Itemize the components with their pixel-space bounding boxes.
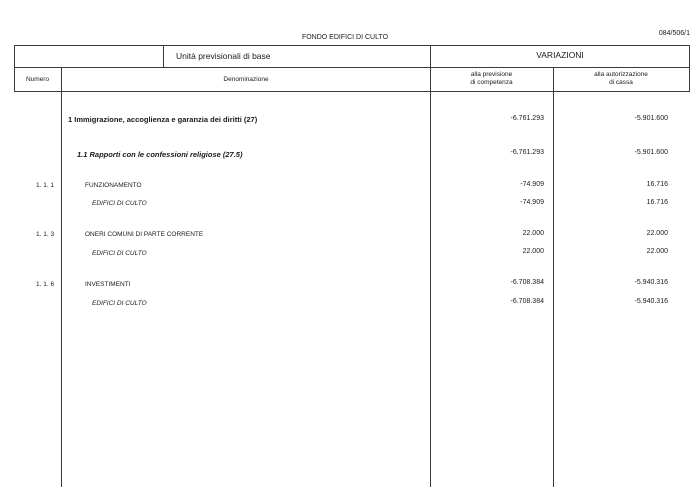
- row-competenza: -6.708.384: [510, 279, 544, 286]
- row-cassa: -5.940.316: [634, 298, 668, 305]
- row-cassa: 22.000: [646, 230, 668, 237]
- row-label: EDIFICI DI CULTO: [92, 200, 147, 207]
- row-cassa: -5.940.316: [634, 279, 668, 286]
- numero-header: Numero: [25, 76, 50, 83]
- row-competenza: 22.000: [522, 230, 544, 237]
- row-cassa: 16.716: [646, 199, 668, 206]
- row-cassa: 22.000: [646, 248, 668, 255]
- row-label: 1 Immigrazione, accoglienza e garanzia dei diritti (27): [68, 115, 258, 124]
- row-competenza: -74.909: [520, 199, 544, 206]
- row-competenza: 22.000: [522, 248, 544, 255]
- row-competenza: -6.761.293: [510, 115, 544, 122]
- row-numero: 1. 1. 1: [36, 182, 55, 189]
- header-divider: [14, 67, 690, 68]
- table-top-border: [14, 45, 690, 46]
- header-bottom-border: [14, 91, 690, 92]
- row-competenza: -74.909: [520, 181, 544, 188]
- row-label: INVESTIMENTI: [85, 281, 131, 288]
- competenza-header-line2: di competenza: [470, 79, 513, 86]
- row-competenza: -6.761.293: [510, 149, 544, 156]
- variazioni-column-divider: [430, 45, 431, 487]
- competenza-header-line1: alla previsione: [470, 71, 513, 78]
- row-label: EDIFICI DI CULTO: [92, 250, 147, 257]
- row-label: EDIFICI DI CULTO: [92, 300, 147, 307]
- denominazione-header: Denominazione: [223, 76, 269, 83]
- row-numero: 1. 1. 6: [36, 281, 55, 288]
- unita-header: Unità previsionali di base: [176, 51, 271, 61]
- variazioni-header: VARIAZIONI: [536, 50, 584, 60]
- row-cassa: -5.901.600: [634, 115, 668, 122]
- document-title: FONDO EDIFICI DI CULTO: [301, 34, 389, 41]
- row-cassa: 16.716: [646, 181, 668, 188]
- cassa-header-line2: di cassa: [609, 79, 633, 86]
- row-numero: 1. 1. 3: [36, 231, 55, 238]
- numero-column-divider: [61, 67, 62, 487]
- cassa-column-divider: [553, 67, 554, 487]
- unita-column-divider: [163, 45, 164, 67]
- row-label: ONERI COMUNI DI PARTE CORRENTE: [85, 231, 204, 238]
- cassa-header-line1: alla autorizzazione: [594, 71, 648, 78]
- left-border: [14, 45, 15, 92]
- row-label: FUNZIONAMENTO: [85, 182, 142, 189]
- document-code: 084/506/1: [658, 30, 690, 37]
- row-label: 1.1 Rapporti con le confessioni religiose (27.5): [77, 150, 243, 159]
- row-competenza: -6.708.384: [510, 298, 544, 305]
- row-cassa: -5.901.600: [634, 149, 668, 156]
